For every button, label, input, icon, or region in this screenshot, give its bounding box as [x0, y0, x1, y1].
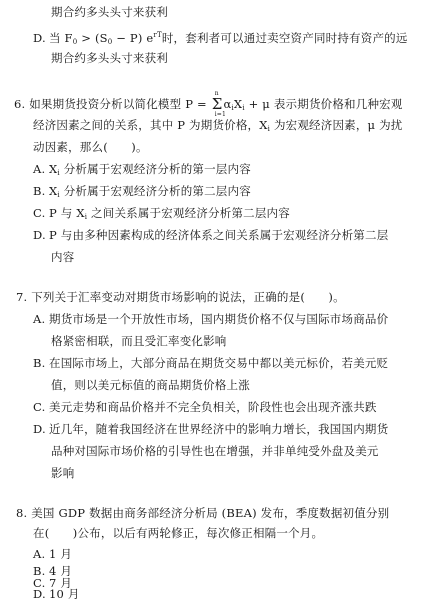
- q6-formula-sub-i: i: [231, 104, 234, 112]
- q6-stem-pre: 如果期货投资分析以简化模型 P =: [29, 97, 211, 111]
- q7-option-d-line1: 近几年，随着我国经济在世界经济中的影响力增长，我国国内期货: [49, 422, 389, 436]
- q7-option-a-line2: 格紧密相联，而且受汇率变化影响: [51, 334, 227, 348]
- q6-option-b-letter: B.: [33, 184, 46, 198]
- q6-option-c-post: 之间关系属于宏观经济分析第二层内容: [87, 206, 290, 220]
- q6-option-a-post: 分析属于宏观经济分析的第一层内容: [59, 162, 251, 176]
- q7-number: 7.: [16, 290, 28, 304]
- q7-option-d-line2: 品种对国际市场价格的引导性也在增强，并非单纯受外盘及美元: [51, 444, 379, 458]
- q5-option-d-sup: rT: [153, 31, 162, 39]
- q8-option-a: [33, 546, 72, 562]
- q8-option-b-text: 4 月: [49, 564, 73, 578]
- q6-option-b-post: 分析属于宏观经济分析的第二层内容: [59, 184, 251, 198]
- q6-option-d-continuation: [51, 249, 74, 265]
- q8-option-d-text: 10 月: [49, 587, 80, 601]
- q6-option-b-sub: i: [57, 191, 60, 199]
- q7-option-b: [33, 355, 388, 371]
- q5-option-d-letter: D.: [33, 31, 46, 45]
- q6-stem-post: 表示期货价格和几种宏观: [270, 97, 403, 111]
- q6-option-b: [33, 183, 251, 203]
- q7-option-c: [33, 399, 377, 415]
- q6-option-c-sub: i: [84, 213, 88, 221]
- q5-option-d-pre: 当 F: [49, 31, 73, 45]
- q5-option-d: [33, 27, 408, 50]
- q7-option-d-continuation1: [51, 443, 379, 459]
- q7-option-d-letter: D.: [33, 422, 46, 436]
- q7-option-a-line1: 期货市场是一个开放性市场，国内期货价格不仅与国际市场商品价: [49, 312, 389, 326]
- q6-sigma-top: n: [214, 90, 219, 97]
- q6-formula-sub-i2: i: [242, 104, 245, 112]
- q6-option-d-letter: D.: [33, 228, 46, 242]
- q7-option-d: [33, 421, 388, 437]
- q6-stem-line1: [14, 90, 403, 118]
- q8-stem-line1-text: 美国 GDP 数据由商务部经济分析局 (BEA) 发布，季度数据初值分别: [31, 506, 390, 520]
- q6-stem-line2-post: 为宏观经济因素，μ 为扰: [270, 118, 403, 132]
- q6-option-c: [33, 205, 290, 225]
- q6-sigma-bottom: i=1: [214, 111, 227, 118]
- q7-option-b-line2: 值，则以美元标值的商品期货价格上涨: [51, 378, 250, 392]
- q5-option-d-continuation: [51, 50, 168, 66]
- q6-option-d-pre: P 与由多种因素构成的经济体系之间关系属于宏观经济分析第二层: [49, 228, 389, 242]
- q5-option-d-mid2: − P) e: [112, 31, 154, 45]
- q8-option-d: [33, 586, 80, 602]
- q8-stem-line1: [16, 505, 389, 521]
- q7-option-a-continuation: [51, 333, 227, 349]
- q6-formula-alpha: α: [223, 97, 232, 111]
- q8-option-b-letter: B.: [33, 564, 46, 578]
- q7-option-d-line3: 影响: [51, 466, 75, 480]
- q6-option-c-pre: P 与 X: [49, 206, 85, 220]
- q5-option-c-continuation: [51, 4, 168, 20]
- q5-option-d-mid: > (S: [77, 31, 108, 45]
- q6-option-a-sub: i: [57, 169, 60, 177]
- q6-option-d-cont-text: 内容: [51, 250, 75, 264]
- q5-option-d-cont-text: 期合约多头头寸来获利: [51, 51, 168, 65]
- q6-option-c-letter: C.: [33, 206, 46, 220]
- q6-stem-line2-sub: i: [267, 125, 271, 133]
- q6-sigma-symbol: Σ n i=1: [211, 90, 227, 118]
- q5-option-d-post: 时，套利者可以通过卖空资产同时持有资产的远: [161, 31, 408, 45]
- q7-option-b-letter: B.: [33, 356, 46, 370]
- q8-option-a-text: 1 月: [49, 547, 73, 561]
- q6-option-a: [33, 161, 251, 181]
- q7-option-a: [33, 311, 388, 327]
- q8-number: 8.: [16, 506, 28, 520]
- q7-stem-text: 下列关于汇率变动对期货市场影响的说法，正确的是( )。: [31, 290, 345, 304]
- q8-option-a-letter: A.: [33, 547, 46, 561]
- q5-option-d-sub1: 0: [107, 38, 113, 46]
- q5-option-d-sub0: 0: [72, 38, 78, 46]
- q6-stem-line2-text: 经济因素之间的关系，其中 P 为期货价格，X: [33, 118, 268, 132]
- q7-option-b-continuation: [51, 377, 250, 393]
- q8-option-c-letter: C.: [33, 576, 46, 590]
- q7-option-c-line1: 美元走势和商品价格并不完全负相关，阶段性也会出现齐涨共跌: [49, 400, 377, 414]
- q6-number: 6.: [14, 97, 26, 111]
- q8-option-d-letter: D.: [33, 587, 46, 601]
- q6-option-b-pre: X: [49, 184, 58, 198]
- q7-option-c-letter: C.: [33, 400, 46, 414]
- q7-option-d-continuation2: [51, 465, 74, 481]
- q6-option-d: [33, 227, 388, 243]
- q6-stem-line3: [33, 139, 148, 155]
- q6-formula-mu: + μ: [244, 97, 270, 111]
- q8-stem-line2-text: 在( )公布，以后有两轮修正，每次修正相隔一个月。: [33, 526, 324, 540]
- q7-option-a-letter: A.: [33, 312, 46, 326]
- q6-stem-line3-text: 动因素，那么( )。: [33, 140, 148, 154]
- q5-option-c-cont-text: 期合约多头头寸来获利: [51, 5, 168, 19]
- q6-option-a-pre: X: [49, 162, 58, 176]
- q6-formula-x: X: [233, 97, 243, 111]
- q7-stem: [16, 289, 345, 305]
- q8-option-c-text: 7 月: [49, 576, 73, 590]
- q6-option-a-letter: A.: [33, 162, 46, 176]
- q6-stem-line2: [33, 117, 402, 137]
- q7-option-b-line1: 在国际市场上，大部分商品在期货交易中都以美元标价，若美元贬: [49, 356, 389, 370]
- q8-stem-line2: [33, 525, 323, 541]
